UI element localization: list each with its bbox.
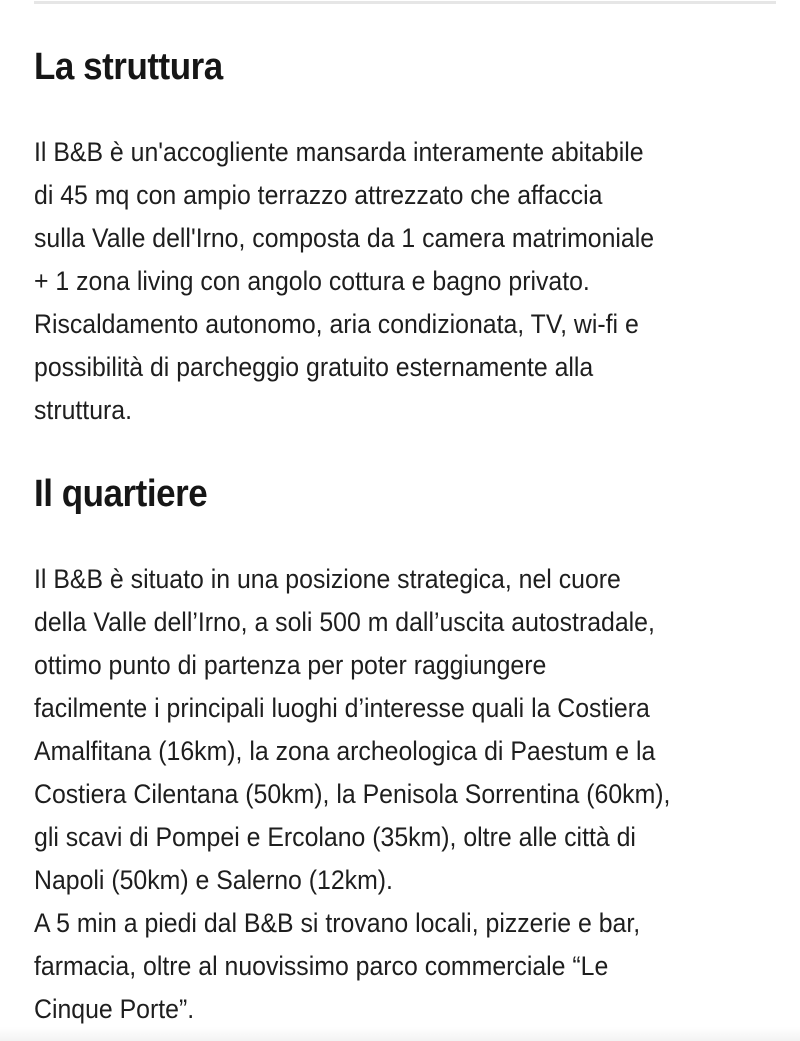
body-line: struttura. — [34, 395, 133, 425]
body-line: farmacia, oltre al nuovissimo parco commerciale “Le — [34, 951, 609, 981]
body-line: della Valle dell’Irno, a soli 500 m dall’uscita autostradale, — [34, 607, 655, 637]
body-line: Il B&B è situato in una posizione strategica, nel cuore — [34, 564, 621, 594]
body-line: gli scavi di Pompei e Ercolano (35km), oltre alle città di — [34, 822, 636, 852]
body-line: Riscaldamento autonomo, aria condizionata, TV, wi-fi e — [34, 309, 639, 339]
body-line: di 45 mq con ampio terrazzo attrezzato che affaccia — [34, 180, 603, 210]
top-divider — [34, 1, 776, 4]
body-line: ottimo punto di partenza per poter raggiungere — [34, 650, 547, 680]
body-line: possibilità di parcheggio gratuito esternamente alla — [34, 352, 594, 382]
body-line: facilmente i principali luoghi d’interesse quali la Costiera — [34, 693, 650, 723]
body-line: sulla Valle dell'Irno, composta da 1 camera matrimoniale — [34, 223, 655, 253]
body-line: Amalfitana (16km), la zona archeologica di Paestum e la — [34, 736, 656, 766]
bottom-edge — [0, 1027, 800, 1041]
section-body-la-struttura — [34, 131, 788, 432]
section-body-il-quartiere — [34, 558, 788, 1031]
section-title-la-struttura: La struttura — [34, 46, 223, 88]
body-line: Napoli (50km) e Salerno (12km). — [34, 865, 393, 895]
body-line: Cinque Porte”. — [34, 994, 195, 1024]
body-line: + 1 zona living con angolo cottura e bagno privato. — [34, 266, 590, 296]
section-title-il-quartiere: Il quartiere — [34, 473, 208, 515]
body-line: Il B&B è un'accogliente mansarda interamente abitabile — [34, 137, 644, 167]
body-line: A 5 min a piedi dal B&B si trovano locali, pizzerie e bar, — [34, 908, 641, 938]
body-line: Costiera Cilentana (50km), la Penisola Sorrentina (60km), — [34, 779, 671, 809]
